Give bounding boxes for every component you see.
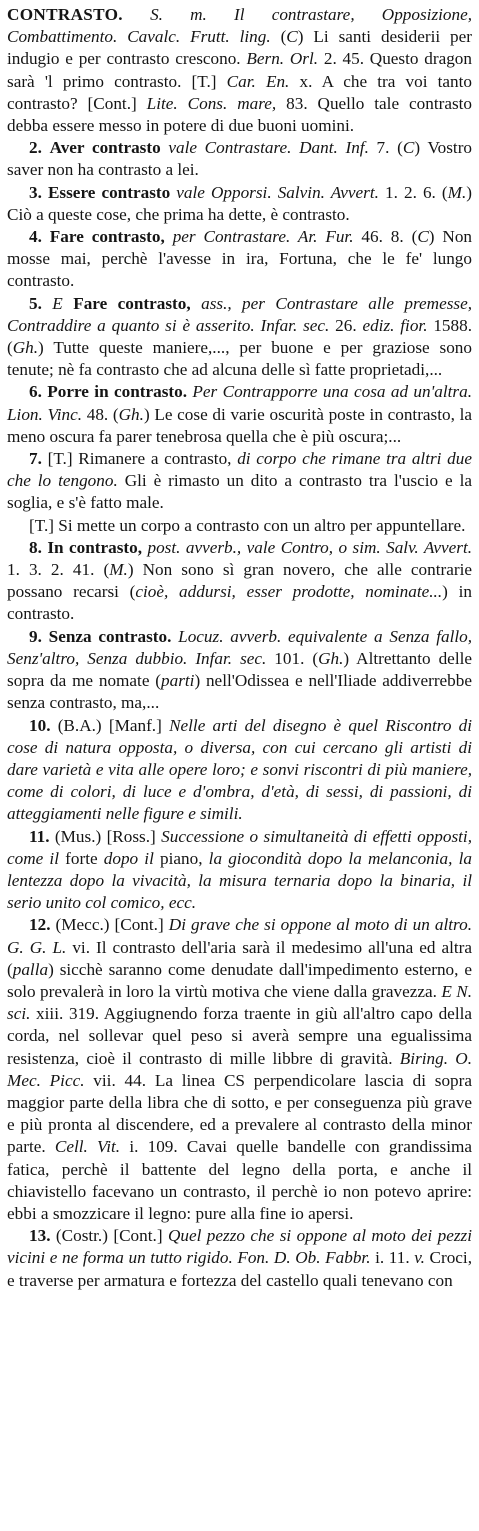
sense-2 bbox=[7, 137, 472, 181]
phrase-term: In contrasto, bbox=[47, 537, 143, 557]
body-text: 1. 2. 6. ( bbox=[378, 182, 448, 202]
body-text bbox=[191, 294, 201, 313]
body-text: 48. ( bbox=[82, 404, 119, 424]
body-text: vii. 44. La linea CS perpendicolare lascia di sopra maggior parte della libra che di sotto, e per conseguenza più grave e più pronta al discendere, ed a prevalere al contrasto della minor parte. bbox=[7, 1070, 472, 1157]
italic-text: Gh. bbox=[118, 404, 144, 424]
body-text: 7. ( bbox=[368, 138, 403, 158]
body-text: 101. ( bbox=[266, 648, 319, 668]
italic-text: palla bbox=[12, 959, 49, 979]
part-of-speech: S. m. bbox=[150, 5, 207, 24]
body-text: ) sicchè saranno come denudate dall'impedimento esterno, e solo prevalerà in loro la virtù motiva che viene dalla gravezza. bbox=[7, 959, 472, 1001]
italic-text: ediz. fior. bbox=[362, 315, 428, 335]
italic-text: di corpo che rimane tra altri due che lo tengono. bbox=[7, 449, 472, 491]
body-text: ) Non mosse mai, perchè l'avesse in ira, Fortuna, che le fe' lungo contrasto. bbox=[7, 227, 473, 291]
body-text: [T.] Si mette un corpo a contrasto con un altro per appuntellare. bbox=[29, 515, 466, 535]
body-text: ) Tutte queste maniere,..., per buone e per graziose sono tenute; nè fa contrasto che ad alcuna delle sì fatte proprietadi,... bbox=[7, 338, 472, 380]
phrase-term: Senza contrasto. bbox=[48, 626, 172, 646]
body-text: 46. 8. ( bbox=[353, 227, 418, 247]
italic-text: v. bbox=[414, 1248, 425, 1268]
italic-text: E N. sci. bbox=[7, 981, 472, 1024]
italic-text: Gh. bbox=[12, 338, 39, 358]
sense-9 bbox=[7, 626, 472, 715]
body-text: ) Ciò a queste cose, che prima ha dette, è contrasto. bbox=[7, 182, 472, 224]
sense-12 bbox=[7, 914, 472, 1225]
italic-text: Per Contrapporre una cosa ad un'altra. Lion. Vinc. bbox=[7, 382, 472, 424]
body-text: ) Non sono sì gran novero, che alle contrarie possano recarsi ( bbox=[7, 560, 472, 602]
italic-text: vale Opporsi. Salvin. Avvert. bbox=[176, 182, 379, 202]
italic-text: M. bbox=[447, 182, 467, 202]
phrase-term: Essere contrasto bbox=[47, 182, 171, 202]
phrase-term: Porre in contrasto. bbox=[47, 382, 188, 402]
body-text: ) Le cose di varie oscurità poste in contrasto, la meno oscura fa parer tenebrosa quella che è più oscura;... bbox=[7, 404, 472, 446]
body-text: ) Altrettanto delle sopra da me nomate ( bbox=[7, 648, 472, 691]
body-text: 83. Quello tale contrasto debba essere messo in potere di due buoni uomini. bbox=[7, 93, 473, 136]
sense-10 bbox=[7, 715, 472, 826]
entry-intro bbox=[7, 4, 472, 137]
senses-list bbox=[7, 137, 472, 1292]
italic-text: M. bbox=[109, 560, 128, 580]
body-text bbox=[42, 627, 49, 646]
body-text bbox=[165, 227, 173, 246]
body-text: xiii. 319. Aggiugnendo forza traente in giù all'altro capo della corda, nel sollevar quel peso si averà sempre una egualissima resistenza, cioè il contrasto di mille libbre di gravità. bbox=[7, 1004, 472, 1068]
body-text: piano, bbox=[153, 848, 209, 868]
body-text: ) Vostro saver non ha contrasto a lei. bbox=[7, 138, 473, 180]
sense-number: 4. bbox=[29, 227, 42, 247]
body-text bbox=[207, 5, 234, 24]
body-text bbox=[42, 138, 50, 157]
sense-5 bbox=[7, 293, 472, 382]
sense-11 bbox=[7, 826, 472, 915]
italic-text: Nelle arti del disegno è quel Riscontro di cose di natura opposta, o diversa, con cui cercano gli artisti di dare varietà e vita alle opere loro; e sonvi riscontri di più maniere, come di colori, di luce e d'ombra, d'età, di sessi, di passioni, di atteggiamenti nelle figure e simili. bbox=[7, 715, 473, 824]
body-text: 1588. ( bbox=[7, 315, 472, 358]
italic-text: dopo il bbox=[103, 848, 154, 868]
sense-6 bbox=[7, 381, 472, 448]
body-text: (Mus.) [Ross.] bbox=[49, 826, 162, 846]
body-text: i. 11. bbox=[370, 1248, 415, 1268]
body-text: 26. bbox=[329, 315, 363, 335]
sense-number: 10. bbox=[29, 715, 51, 735]
italic-text: E bbox=[52, 293, 63, 313]
body-text bbox=[63, 294, 73, 313]
italic-text: parti bbox=[161, 671, 195, 691]
italic-text: Lite. Cons. mare, bbox=[146, 93, 277, 113]
italic-text: Cell. Vit. bbox=[54, 1137, 121, 1157]
phrase-term: Fare contrasto, bbox=[49, 227, 165, 247]
body-text: i. 109. Cavai quelle bandelle con grandissima fatica, perchè il battente del legno della porta, e anche il chiavistello facevano un contrasto, il perchè io non potevo aprire: ebbi a smozzicare il legno: pure alla fine io apersi. bbox=[7, 1137, 472, 1223]
sense-continuation bbox=[7, 515, 472, 537]
italic-text: la giocondità dopo la melanconia, la lentezza dopo la vivacità, la misura ternaria dopo la binaria, il serio unito col comico, ecc. bbox=[7, 848, 472, 913]
italic-text: C bbox=[402, 138, 415, 158]
body-text bbox=[42, 294, 52, 313]
sense-3 bbox=[7, 182, 472, 226]
body-text: ) in contrasto. bbox=[7, 582, 472, 624]
body-text: vi. Il contrasto dell'aria sarà il medesimo all'una ed altra ( bbox=[7, 937, 472, 979]
sense-number: 7. bbox=[29, 449, 42, 469]
phrase-term: Aver contrasto bbox=[49, 138, 161, 158]
italic-text: C bbox=[286, 27, 298, 47]
italic-text: Gh. bbox=[318, 648, 344, 668]
sense-number: 9. bbox=[29, 626, 42, 646]
headword: CONTRASTO. bbox=[7, 5, 123, 24]
italic-text: C bbox=[417, 227, 429, 247]
body-text: (Costr.) [Cont.] bbox=[50, 1226, 168, 1246]
body-text: (B.A.) [Manf.] bbox=[50, 715, 170, 735]
body-text: [T.] Rimanere a contrasto, bbox=[41, 449, 238, 469]
sense-number: 2. bbox=[29, 138, 42, 158]
sense-4 bbox=[7, 226, 472, 293]
sense-13 bbox=[7, 1225, 472, 1292]
italic-text: Di grave che si oppone al moto di un altro. G. G. L. bbox=[7, 915, 472, 957]
body-text: ) nell'Odissea e nell'Iliade addiverrebbe senza contrasto, ma,... bbox=[7, 671, 473, 713]
body-text: forte bbox=[58, 848, 104, 868]
sense-number: 13. bbox=[29, 1226, 51, 1246]
body-text: Gli è rimasto un dito a contrasto tra l'uscio e la soglia, e s'è fatto male. bbox=[7, 471, 473, 513]
italic-text: cioè, addursi, esser prodotte, nominate... bbox=[135, 582, 443, 602]
body-text: ( bbox=[270, 27, 287, 47]
italic-text: per Contrastare. Ar. Fur. bbox=[172, 227, 354, 247]
sense-7 bbox=[7, 448, 472, 515]
entry-intro-text bbox=[7, 5, 472, 135]
body-text bbox=[42, 227, 50, 246]
body-text: Croci, e traverse per armatura e fortezza del castello quali tenevano con bbox=[7, 1248, 472, 1290]
sense-number: 6. bbox=[29, 382, 42, 402]
italic-text: post. avverb., vale Contro, o sim. Salv. Avvert. bbox=[147, 537, 473, 557]
italic-text: Bern. Orl. bbox=[246, 49, 319, 69]
italic-text: Biring. O. Mec. Picc. bbox=[7, 1048, 472, 1090]
italic-text: Il contrastare, Opposizione, Combattimento. Cavalc. Frutt. ling. bbox=[7, 5, 473, 47]
italic-text: Successione o simultaneità di effetti opposti, come il bbox=[7, 826, 472, 868]
body-text: ) Li santi desiderii per indugio e per contrasto crescono. bbox=[7, 27, 472, 69]
italic-text: vale Contrastare. Dant. Inf. bbox=[168, 138, 369, 158]
sense-number: 3. bbox=[29, 182, 42, 202]
sense-number: 12. bbox=[29, 915, 51, 935]
body-text: (Mecc.) [Cont.] bbox=[50, 915, 169, 935]
italic-text: Car. En. bbox=[226, 71, 290, 91]
sense-8 bbox=[7, 537, 472, 626]
sense-number: 8. bbox=[29, 537, 42, 557]
italic-text: Locuz. avverb. equivalente a Senza fallo, Senz'altro, Senza dubbio. Infar. sec. bbox=[7, 626, 473, 668]
italic-text: ass., per Contrastare alle premesse, Contraddire a quanto si è asserito. Infar. sec. bbox=[7, 293, 473, 335]
sense-number: 11. bbox=[29, 826, 50, 846]
body-text: 2. 45. Questo dragon sarà 'l primo contrasto. [T.] bbox=[7, 49, 472, 91]
phrase-term: Fare contrasto, bbox=[73, 293, 191, 313]
body-text: 1. 3. 2. 41. ( bbox=[7, 560, 110, 580]
body-text: x. A che tra voi tanto contrasto? [Cont.] bbox=[7, 71, 472, 113]
sense-number: 5. bbox=[29, 293, 42, 313]
italic-text: Quel pezzo che si oppone al moto dei pezzi vicini e ne forma un tutto rigido. Fon. D. Ob. Fabbr. bbox=[7, 1226, 472, 1268]
